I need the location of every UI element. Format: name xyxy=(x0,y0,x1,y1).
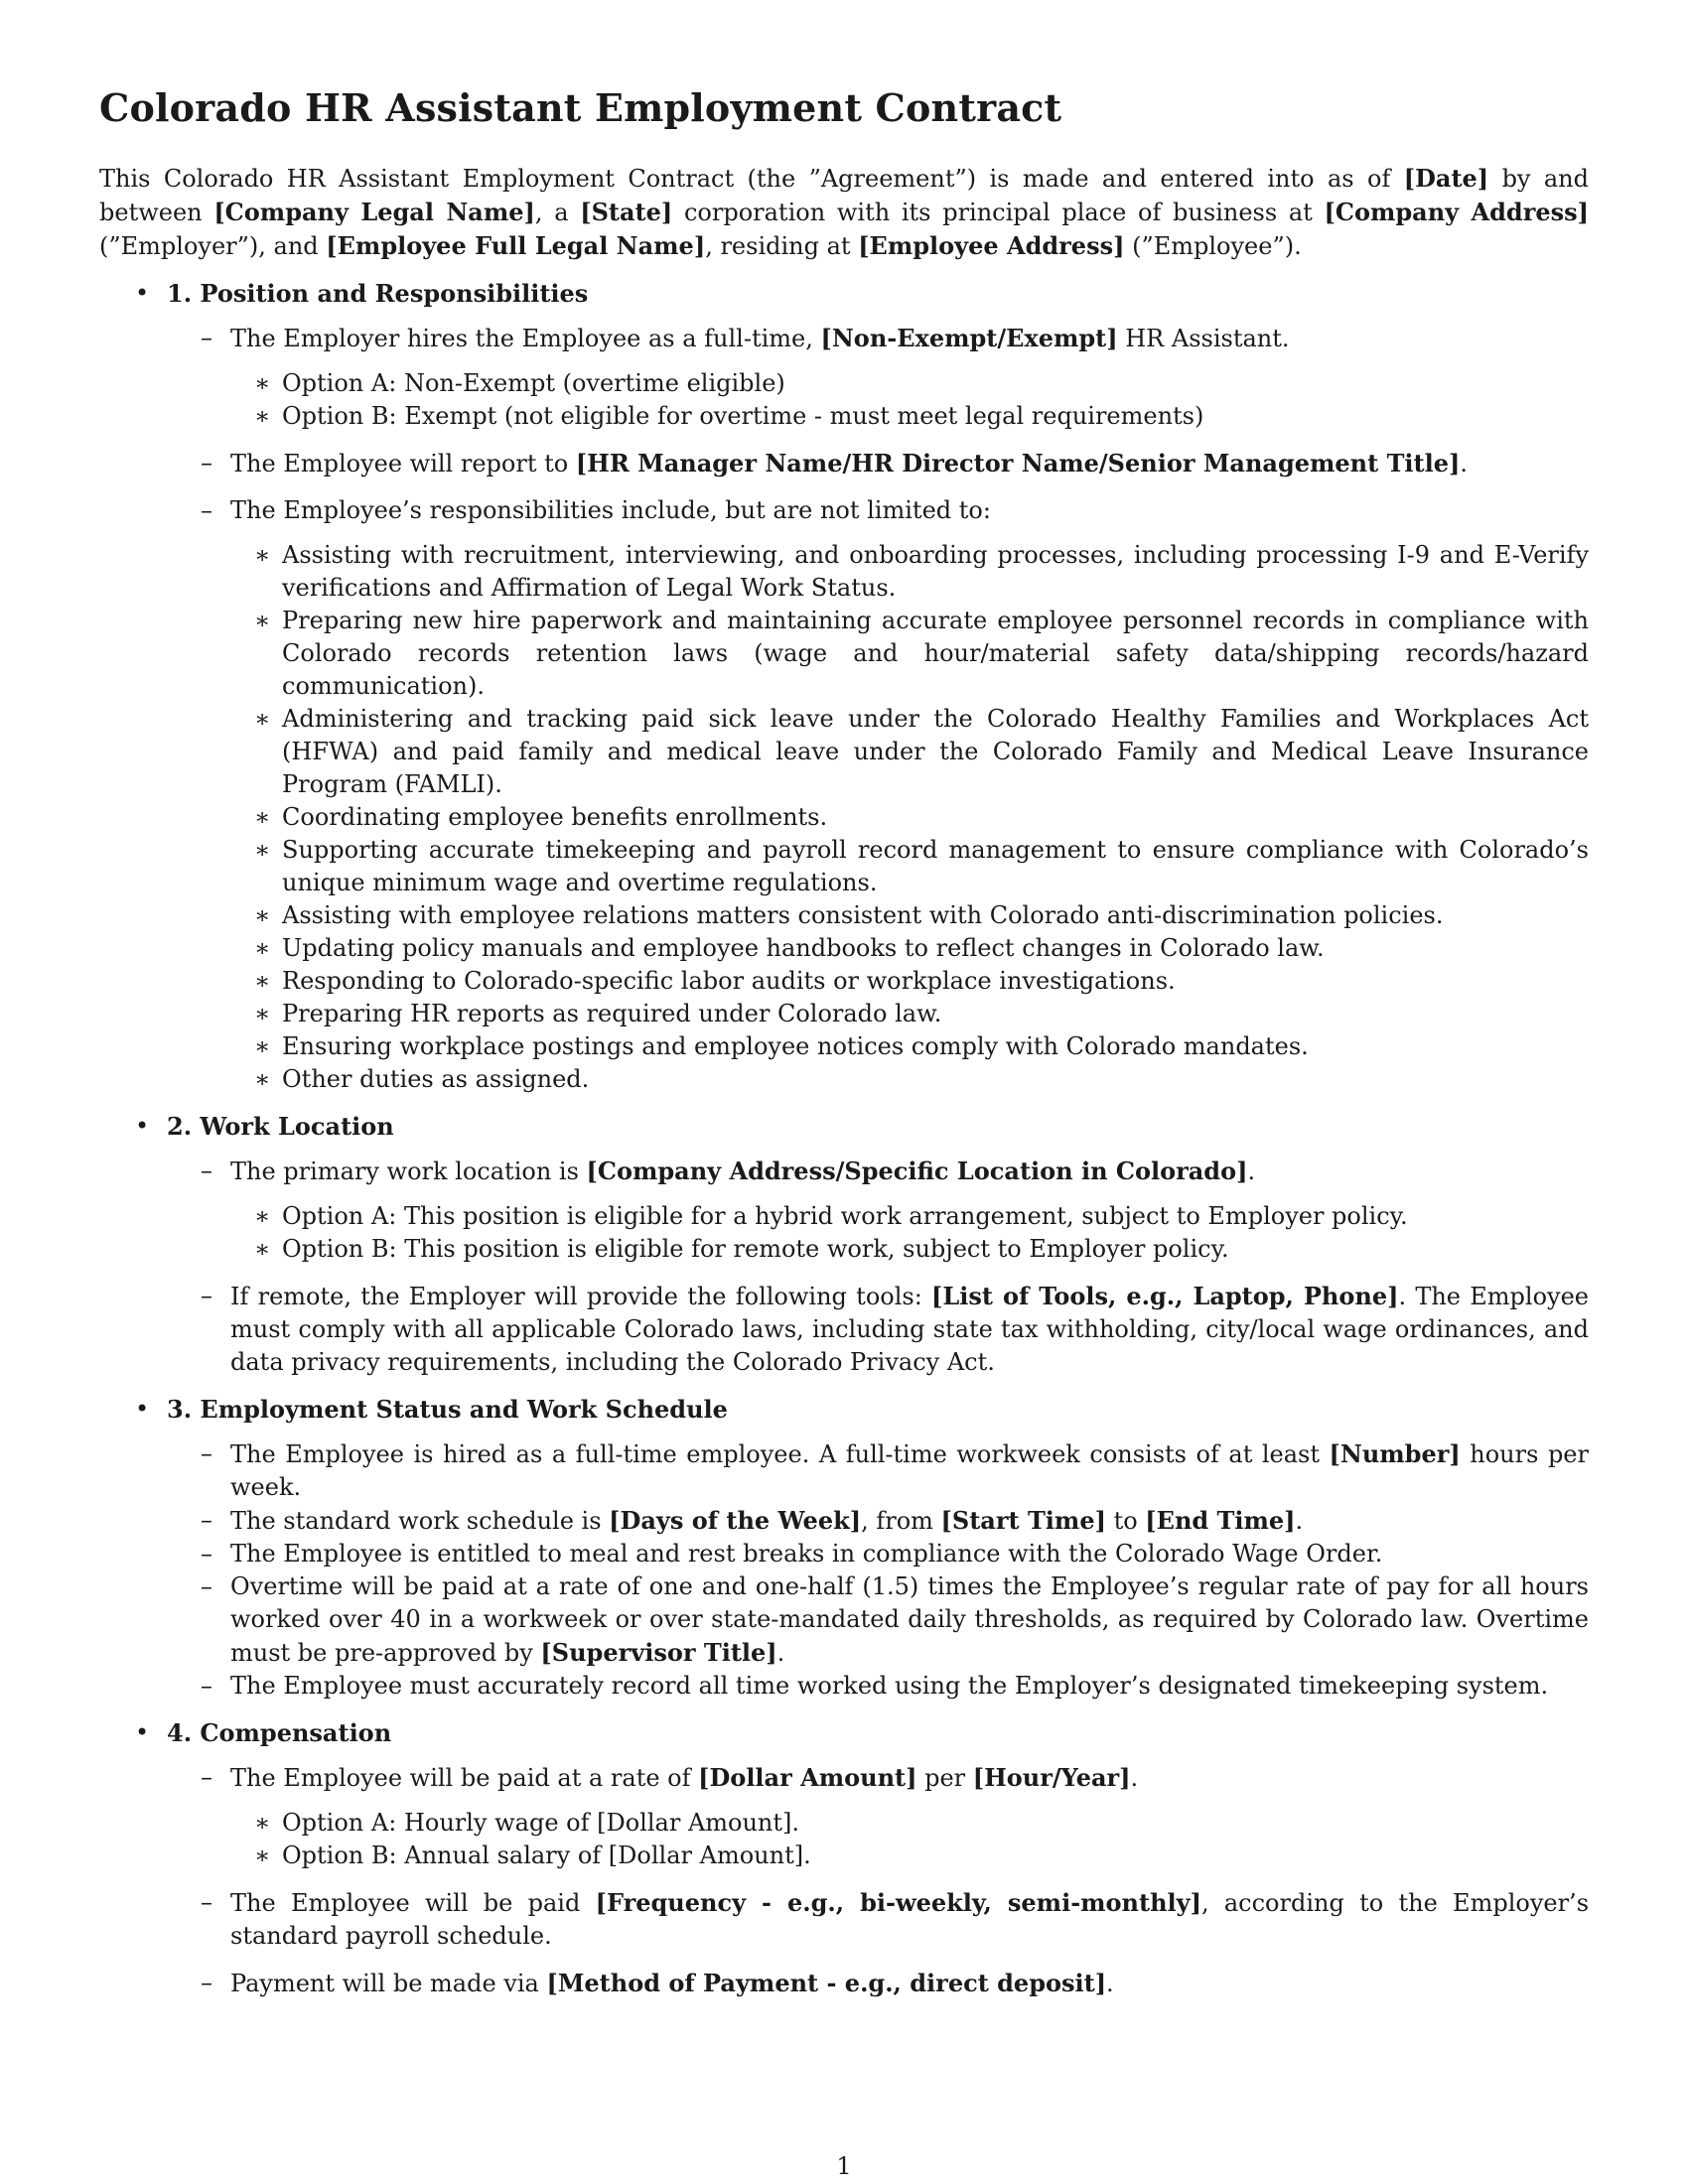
clause-item: – Payment will be made via [Method of Payment - e.g., direct deposit]. xyxy=(230,1967,1589,2000)
duty-item: ∗ Assisting with employee relations matters consistent with Colorado anti-discrimination policies. xyxy=(282,899,1589,932)
clause-item: – The Employee is hired as a full-time employee. A full-time workweek consists of at least [Number] hours per week. xyxy=(230,1437,1589,1504)
clause-item: – The Employee will be paid [Frequency - e.g., bi-weekly, semi-monthly], according to the Employer’s standard payroll schedule. xyxy=(230,1886,1589,1953)
section-heading: • 3. Employment Status and Work Schedule xyxy=(167,1395,728,1424)
option-item: ∗ Option B: Annual salary of [Dollar Amount]. xyxy=(282,1840,1589,1872)
document-body xyxy=(99,85,1589,2000)
duty-item: ∗ Preparing HR reports as required under Colorado law. xyxy=(282,998,1589,1030)
company-address-placeholder: [Company Address] xyxy=(1324,198,1590,226)
clause-item: – The Employee must accurately record all time worked using the Employer’s designated timekeeping system. xyxy=(230,1670,1589,1703)
document-title: Colorado HR Assistant Employment Contract xyxy=(99,85,1062,130)
section-heading: • 1. Position and Responsibilities xyxy=(167,279,589,308)
clause-item: – The Employer hires the Employee as a full-time, [Non-Exempt/Exempt] HR Assistant. ∗ Option A: Non-Exempt (overtime eligible) ∗ Option B: Exempt (not eligible for overtime - must meet legal requirements) xyxy=(230,322,1589,433)
section-position xyxy=(99,277,1589,1096)
clause-item: – The standard work schedule is [Days of the Week], from [Start Time] to [End Time]. xyxy=(230,1504,1589,1538)
option-item: ∗ Option A: Hourly wage of [Dollar Amount]. xyxy=(282,1807,1589,1840)
clause-item: – If remote, the Employer will provide the following tools: [List of Tools, e.g., Laptop, Phone]. The Employee must comply with all applicable Colorado laws, including state tax withholding, city/local wage ordinances, and data privacy requirements, including the Colorado Privacy Act. xyxy=(230,1280,1589,1379)
duty-item: ∗ Supporting accurate timekeeping and payroll record management to ensure compliance with Colorado’s unique minimum wage and overtime regulations. xyxy=(282,834,1589,899)
clause-item: – The primary work location is [Company Address/Specific Location in Colorado]. ∗ Option A: This position is eligible for a hybrid work arrangement, subject to Employer policy. ∗ Option B: This position is eligible for remote work, subject to Employer policy. xyxy=(230,1155,1589,1266)
option-list xyxy=(230,367,1589,433)
section-heading: • 4. Compensation xyxy=(167,1718,392,1747)
clause-list xyxy=(167,1155,1589,1379)
duties-list xyxy=(230,539,1589,1096)
duty-item: ∗ Assisting with recruitment, interviewing, and onboarding processes, including processing I-9 and E-Verify verifications and Affirmation of Legal Work Status. xyxy=(282,539,1589,605)
duty-item: ∗ Updating policy manuals and employee handbooks to reflect changes in Colorado law. xyxy=(282,932,1589,965)
page-number: 1 xyxy=(836,2152,852,2180)
section-list xyxy=(99,277,1589,2000)
option-list xyxy=(230,1200,1589,1266)
clause-item: – The Employee will report to [HR Manager Name/HR Director Name/Senior Management Title]. xyxy=(230,447,1589,480)
clause-item: – The Employee is entitled to meal and rest breaks in compliance with the Colorado Wage Order. xyxy=(230,1538,1589,1570)
option-item: ∗ Option A: This position is eligible for a hybrid work arrangement, subject to Employer policy. xyxy=(282,1200,1589,1233)
duty-item: ∗ Ensuring workplace postings and employee notices comply with Colorado mandates. xyxy=(282,1030,1589,1063)
clause-item: – The Employee will be paid at a rate of [Dollar Amount] per [Hour/Year]. ∗ Option A: Hourly wage of [Dollar Amount]. ∗ Option B: Annual salary of [Dollar Amount]. xyxy=(230,1761,1589,1872)
duty-item: ∗ Coordinating employee benefits enrollments. xyxy=(282,801,1589,834)
duty-item: ∗ Preparing new hire paperwork and maintaining accurate employee personnel records in compliance with Colorado records retention laws (wage and hour/material safety data/shipping records/hazard communication). xyxy=(282,605,1589,703)
duty-item: ∗ Administering and tracking paid sick leave under the Colorado Healthy Families and Workplaces Act (HFWA) and paid family and medical leave under the Colorado Family and Medical Leave Insurance Program (FAMLI). xyxy=(282,703,1589,801)
clause-item: – The Employee’s responsibilities include, but are not limited to: ∗ Assisting with recruitment, interviewing, and onboarding processes, including processing I-9 and E-Verify verifications and Affirmation of Legal Work Status. ∗ Preparing new hire paperwork and maintaining accurate employee personnel records in compliance with Colorado records retention laws (wage and hour/material safety data/shipping records/hazard communication). ∗ Administering and tracking paid sick leave under the Colorado Healthy Families and Workplaces Act (HFWA) and paid family and medical leave under the Colorado Family and Medical Leave Insurance Program (FAMLI). ∗ Coordinating employee benefits enrollments. ∗ Supporting accurate timekeeping and payroll record management to ensure compliance with Colorado’s unique minimum wage and overtime regulations. ∗ Assisting with employee relations matters consistent with Colorado anti-discrimination policies. ∗ Updating policy manuals and employee handbooks to reflect changes in Colorado law. ∗ Responding to Colorado-specific labor audits or workplace investigations. ∗ Preparing HR reports as required under Colorado law. ∗ Ensuring workplace postings and employee notices comply with Colorado mandates. ∗ Other duties as assigned. xyxy=(230,494,1589,1096)
section-work-location xyxy=(99,1110,1589,1379)
clause-list xyxy=(167,1761,1589,2000)
date-placeholder: [Date] xyxy=(1403,164,1489,193)
employee-name-placeholder: [Employee Full Legal Name] xyxy=(326,231,706,260)
option-list xyxy=(230,1807,1589,1872)
clause-list xyxy=(167,322,1589,1096)
clause-list xyxy=(167,1437,1589,1703)
section-heading: • 2. Work Location xyxy=(167,1112,394,1141)
option-item: ∗ Option A: Non-Exempt (overtime eligible) xyxy=(282,367,1589,400)
company-name-placeholder: [Company Legal Name] xyxy=(213,198,535,226)
section-employment-status xyxy=(99,1393,1589,1703)
state-placeholder: [State] xyxy=(580,198,673,226)
section-compensation xyxy=(99,1716,1589,2000)
option-item: ∗ Option B: Exempt (not eligible for overtime - must meet legal requirements) xyxy=(282,400,1589,433)
clause-item: – Overtime will be paid at a rate of one and one-half (1.5) times the Employee’s regular rate of pay for all hours worked over 40 in a workweek or over state-mandated daily thresholds, as required by Colorado law. Overtime must be pre-approved by [Supervisor Title]. xyxy=(230,1570,1589,1670)
duty-item: ∗ Responding to Colorado-specific labor audits or workplace investigations. xyxy=(282,965,1589,998)
intro-paragraph: This Colorado HR Assistant Employment Contract (the ”Agreement”) is made and entered into as of [Date] by and between [Company Legal Name], a [State] corporation with its principal place of business at [Company Address] (”Employer”), and [Employee Full Legal Name], residing at [Employee Address] (”Employee”). xyxy=(99,164,1590,260)
duty-item: ∗ Other duties as assigned. xyxy=(282,1063,1589,1096)
option-item: ∗ Option B: This position is eligible for remote work, subject to Employer policy. xyxy=(282,1233,1589,1266)
employee-address-placeholder: [Employee Address] xyxy=(858,231,1125,260)
